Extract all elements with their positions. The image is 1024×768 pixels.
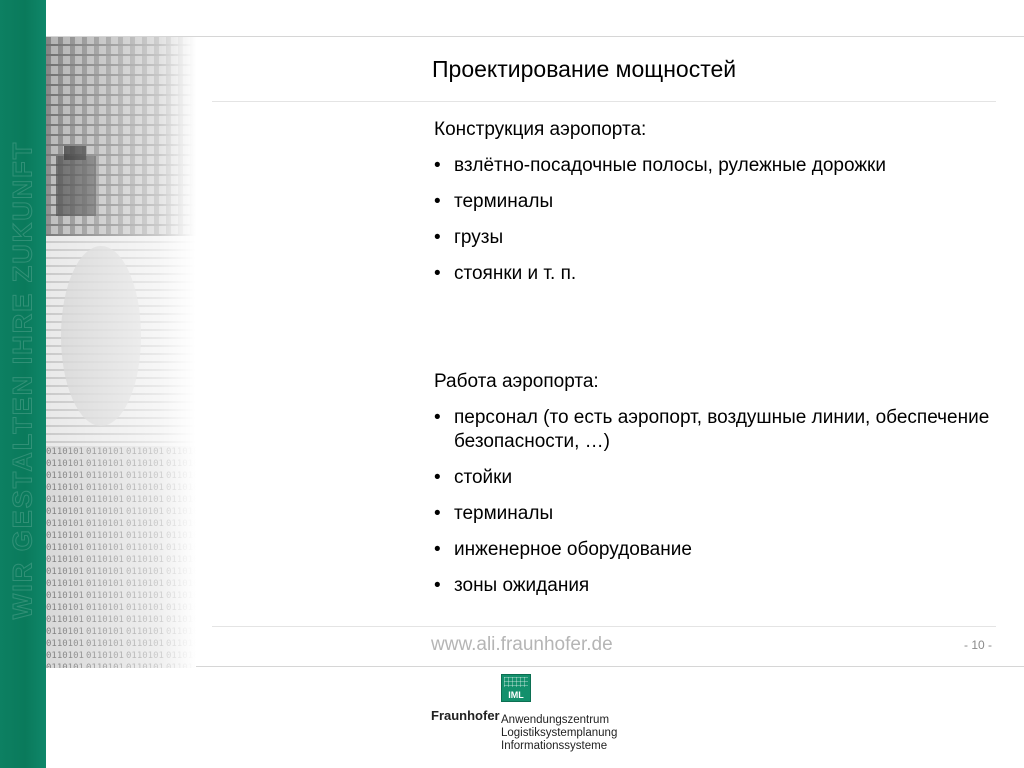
iml-logo-icon xyxy=(501,674,531,702)
list-item-text: взлётно-посадочные полосы, рулежные дорожки xyxy=(454,155,886,176)
institute-line: Informationssysteme xyxy=(501,740,608,752)
section-heading-operation: Работа аэропорта: xyxy=(434,371,599,392)
institute-line: Logistiksystemplanung xyxy=(501,727,618,739)
fraunhofer-logo xyxy=(431,674,691,764)
list-item xyxy=(434,190,994,214)
list-item-text: стоянки и т. п. xyxy=(454,263,577,284)
slide-title: Проектирование мощностей xyxy=(432,56,737,82)
bullet-dot: • xyxy=(434,155,441,176)
bullet-dot: • xyxy=(434,503,441,524)
bullet-list-construction xyxy=(434,154,994,286)
slide-content xyxy=(434,118,994,610)
sidebar-slogan: WIR GESTALTEN IHRE ZUKUNFT xyxy=(7,140,38,620)
list-item-text: терминалы xyxy=(454,503,554,524)
list-item xyxy=(434,262,994,286)
list-item xyxy=(434,502,994,526)
list-item xyxy=(434,574,994,598)
top-divider xyxy=(46,36,1024,37)
list-item-text: зоны ожидания xyxy=(454,575,590,596)
bullet-dot: • xyxy=(434,467,441,488)
list-item xyxy=(434,154,994,178)
bullet-list-operation xyxy=(434,406,994,598)
list-item xyxy=(434,466,994,490)
list-item-text: стойки xyxy=(454,467,513,488)
section-spacer xyxy=(434,298,994,370)
bullet-dot: • xyxy=(434,539,441,560)
list-item-text: персонал (то есть аэропорт, воздушные линии, обеспечение безопасности, …) xyxy=(454,407,990,452)
list-item-text: грузы xyxy=(454,227,504,248)
list-item-text: терминалы xyxy=(454,191,554,212)
page-number: - 10 - xyxy=(963,638,992,652)
fraunhofer-wordmark: Fraunhofer xyxy=(431,708,500,723)
list-item xyxy=(434,226,994,250)
footer-divider xyxy=(212,626,996,627)
sidebar-green-bar xyxy=(0,0,46,768)
bottom-divider xyxy=(196,666,1024,667)
institute-line: Anwendungszentrum xyxy=(501,714,610,726)
section-heading-construction: Конструкция аэропорта: xyxy=(434,119,647,140)
decorative-photo-strip xyxy=(46,36,196,668)
footer-url: www.ali.fraunhofer.de xyxy=(431,634,613,655)
list-item-text: инженерное оборудование xyxy=(454,539,692,560)
iml-grid-pattern xyxy=(504,677,528,687)
list-item xyxy=(434,406,994,454)
bullet-dot: • xyxy=(434,227,441,248)
institute-name xyxy=(501,714,617,753)
title-divider xyxy=(212,101,996,102)
list-item xyxy=(434,538,994,562)
bullet-dot: • xyxy=(434,407,441,428)
bullet-dot: • xyxy=(434,263,441,284)
bullet-dot: • xyxy=(434,575,441,596)
bullet-dot: • xyxy=(434,191,441,212)
photo-collage-image xyxy=(46,36,196,668)
iml-label: IML xyxy=(508,690,524,700)
